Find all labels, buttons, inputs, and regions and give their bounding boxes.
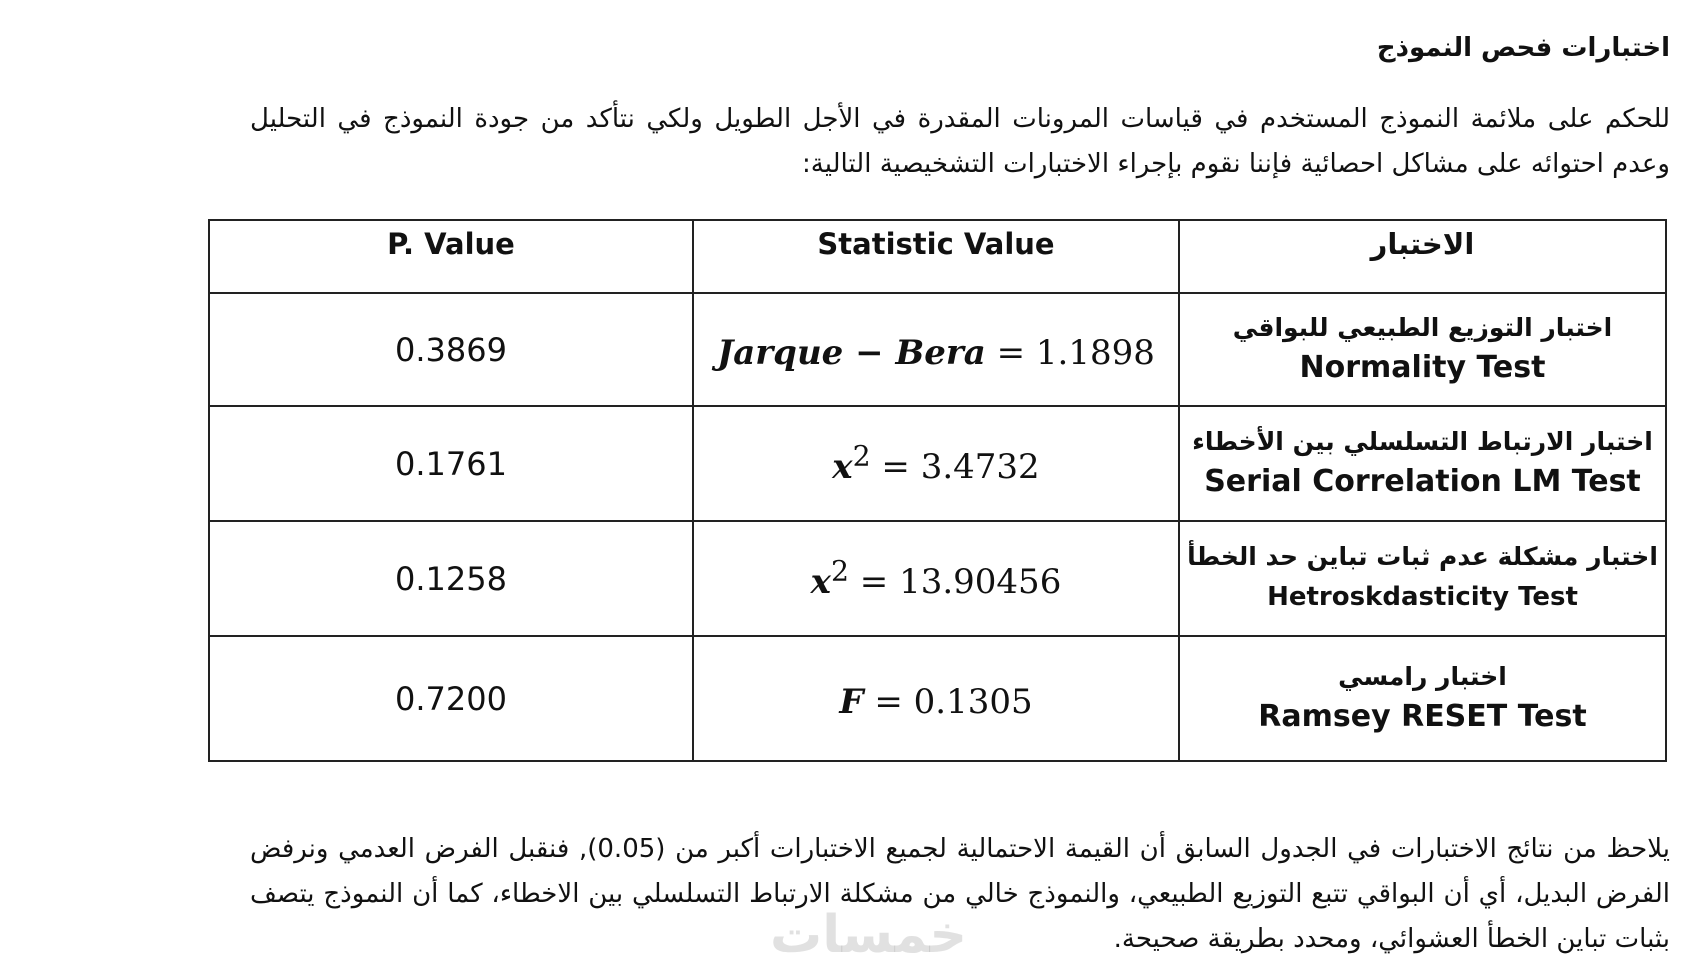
statistic-cell [693, 293, 1179, 406]
statistic-value [839, 682, 1032, 722]
pvalue-cell [209, 293, 693, 406]
test-name-english: Hetroskdasticity Test [1267, 581, 1578, 612]
test-name-arabic: اختبار رامسي [1338, 661, 1507, 691]
test-name-cell [1179, 521, 1666, 636]
statistic-number: = 3.4732 [881, 447, 1040, 488]
statistic-value [832, 439, 1040, 488]
test-name-cell [1179, 406, 1666, 521]
table-row [209, 636, 1666, 761]
pvalue: 0.1761 [395, 444, 507, 483]
statistic-cell [693, 636, 1179, 761]
pvalue-cell [209, 406, 693, 521]
header-pvalue: P. Value [209, 220, 693, 293]
test-name-cell [1179, 293, 1666, 406]
pvalue-cell [209, 521, 693, 636]
header-test: الاختبار [1179, 220, 1666, 293]
statistic-symbol: x [832, 447, 853, 488]
statistic-value [810, 554, 1062, 603]
statistic-symbol: F [839, 682, 864, 723]
conclusion-paragraph: يلاحظ من نتائج الاختبارات في الجدول السابق أن القيمة الاحتمالية لجميع الاختبارات أكبر من (0.05), فنقبل الفرض العدمي ونرفض الفرض البديل، أي أن البواقي تتبع التوزيع الطبيعي، والنموذج خالي من مشكلة الارتباط التسلسلي بين الاخطاء، كما أن النموذج يتصف بثبات تباين الخطأ العشوائي، ومحدد بطريقة صحيحة. [250, 834, 1670, 954]
test-name-english: Serial Correlation LM Test [1204, 463, 1641, 499]
test-name-arabic: اختبار التوزيع الطبيعي للبواقي [1232, 312, 1613, 342]
test-name-cell [1179, 636, 1666, 761]
test-name-arabic: اختبار مشكلة عدم ثبات تباين حد الخطأ [1187, 541, 1658, 571]
watermark-logo: خمسات [770, 905, 968, 965]
table-row [209, 406, 1666, 521]
pvalue-cell [209, 636, 693, 761]
diagnostic-tests-table [208, 219, 1667, 762]
table-row [209, 521, 1666, 636]
test-name-english: Ramsey RESET Test [1258, 698, 1587, 734]
section-heading: اختبارات فحص النموذج [1376, 33, 1670, 63]
table-header-row [209, 220, 1666, 293]
statistic-symbol: Jarque − Bera [717, 333, 986, 374]
intro-paragraph: للحكم على ملائمة النموذج المستخدم في قياسات المرونات المقدرة في الأجل الطويل ولكي نتأكد من جودة النموذج في التحليل وعدم احتوائه على مشاكل احصائية فإننا نقوم بإجراء الاختبارات التشخيصية التالية: [250, 104, 1670, 179]
pvalue: 0.3869 [395, 330, 507, 369]
pvalue: 0.7200 [395, 679, 507, 718]
statistic-superscript: 2 [852, 439, 871, 473]
statistic-value [717, 333, 1155, 373]
statistic-number: = 13.90456 [859, 562, 1062, 603]
pvalue: 0.1258 [395, 559, 507, 598]
statistic-number: = 1.1898 [996, 333, 1155, 374]
statistic-number: = 0.1305 [874, 682, 1033, 723]
statistic-superscript: 2 [830, 554, 849, 588]
test-name-arabic: اختبار الارتباط التسلسلي بين الأخطاء [1192, 426, 1653, 456]
statistic-symbol: x [810, 562, 831, 603]
table-row [209, 293, 1666, 406]
statistic-cell [693, 521, 1179, 636]
statistic-cell [693, 406, 1179, 521]
test-name-english: Normality Test [1299, 349, 1546, 385]
header-statistic: Statistic Value [693, 220, 1179, 293]
